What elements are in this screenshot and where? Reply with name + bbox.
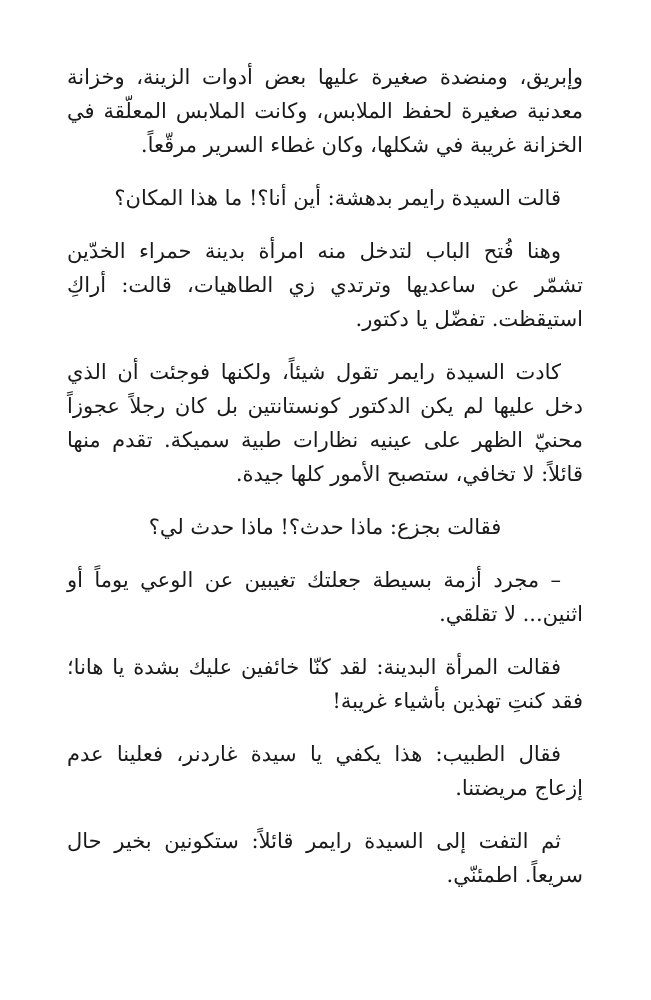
paragraph-7: فقالت المرأة البدينة: لقد كنّا خائفين عليك بشدة يا هانا؛ فقد كنتِ تهذين بأشياء غريبة! [67, 655, 583, 713]
paragraph-8: فقال الطبيب: هذا يكفي يا سيدة غاردنر، فعلينا عدم إزعاج مريضتنا. [67, 742, 583, 800]
book-page [67, 60, 583, 911]
paragraph-6: – مجرد أزمة بسيطة جعلتك تغيبين عن الوعي يوماً أو اثنين... لا تقلقي. [67, 568, 583, 626]
paragraph-9: ثم التفت إلى السيدة رايمر قائلاً: ستكونين بخير حال سريعاً. اطمئنّي. [67, 829, 583, 887]
paragraph-2: قالت السيدة رايمر بدهشة: أين أنا؟! ما هذا المكان؟ [114, 186, 561, 210]
paragraph-4: كادت السيدة رايمر تقول شيئاً، ولكنها فوجئت أن الذي دخل عليها لم يكن الدكتور كونستانتين بل كان رجلاً عجوزاً محنيّ الظهر على عينيه نظارات طبية سميكة. تقدم منها قائلاً: لا تخافي، ستصبح الأمور كلها جيدة. [67, 360, 583, 486]
paragraph-3: وهنا فُتح الباب لتدخل منه امرأة بدينة حمراء الخدّين تشمّر عن ساعديها وترتدي زي الطاهيات، قالت: أراكِ استيقظت. تفضّل يا دكتور. [67, 239, 583, 331]
paragraph-1: وإبريق، ومنضدة صغيرة عليها بعض أدوات الزينة، وخزانة معدنية صغيرة لحفظ الملابس، وكانت الملابس المعلّقة في الخزانة غريبة في شكلها، وكان غطاء السرير مرقّعاً. [67, 65, 583, 157]
paragraph-5: فقالت بجزع: ماذا حدث؟! ماذا حدث لي؟ [148, 515, 502, 539]
